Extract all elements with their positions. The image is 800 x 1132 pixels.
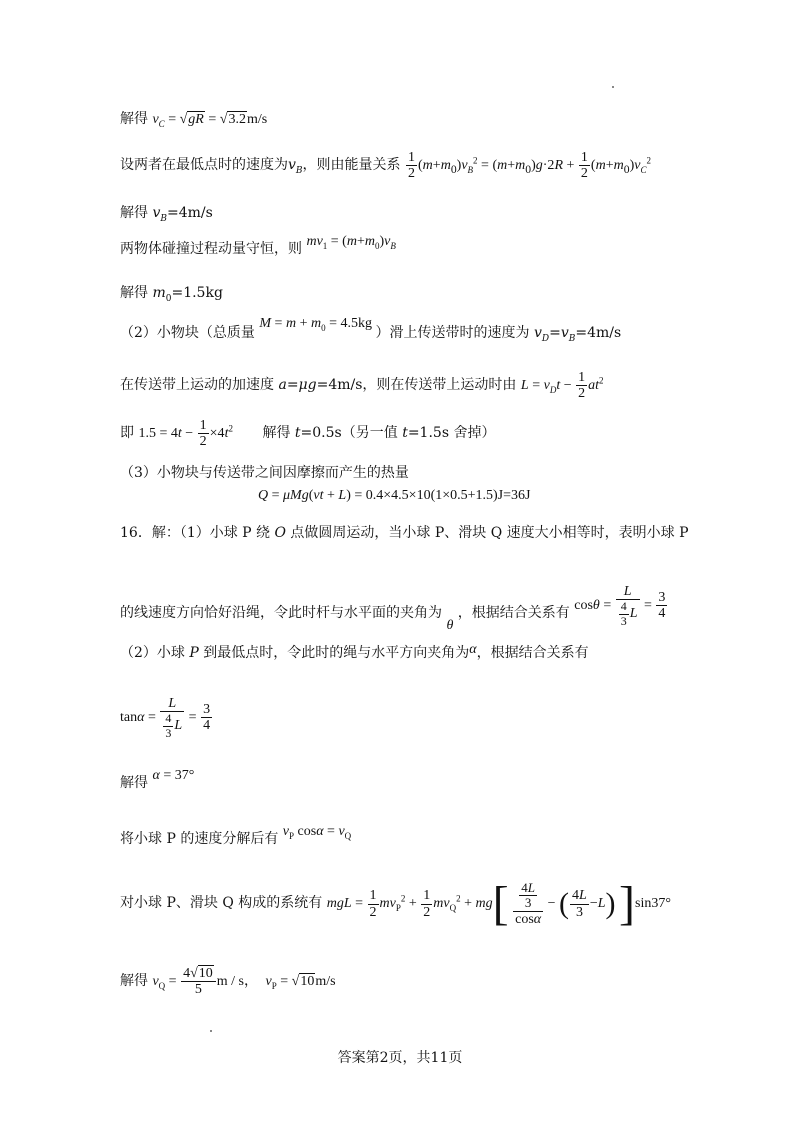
system-text: 对小球 P、滑块 Q 构成的系统有 bbox=[120, 895, 323, 912]
vb-result: 解得 $v_B=4m/s$ bbox=[120, 205, 213, 224]
part2-q16-text-a: （2）小球 P 到最低点时，令此时的绳与水平方向夹角为 bbox=[120, 645, 470, 661]
part2-text-a: （2）小物块（总质量 bbox=[120, 325, 255, 341]
stray-dot bbox=[210, 1030, 212, 1032]
acceleration-text: 在传送带上运动的加速度 a=μg=4m/s，则在传送带上运动时由 bbox=[120, 377, 517, 394]
solution-line-q16 bbox=[120, 522, 689, 542]
formula-vc: $v_C = √gR = √3.2m/s$ bbox=[152, 112, 268, 129]
part2-q16-text-b: ，根据结合关系有 bbox=[476, 645, 589, 661]
part3-text: （3）小物块与传送带之间因摩擦而产生的热量 bbox=[120, 465, 409, 481]
solution-line-part2-q16 bbox=[120, 642, 589, 662]
solution-line-vc bbox=[120, 108, 267, 129]
formula-time: 1.5 = 4t − $\frac{1}{2}$ $\times 4t^2$ bbox=[138, 418, 233, 450]
cos-text-b: ，根据结合关系有 bbox=[457, 605, 570, 622]
solution-line-vb bbox=[120, 202, 213, 224]
formula-momentum: $mv_1 = (m+m_0)v_B$ bbox=[306, 234, 396, 251]
line-prefix: 解得 bbox=[120, 775, 148, 791]
formula-cos: cosθ = L $\frac{4}{3}$ L = $\frac{3}{4}$ bbox=[574, 584, 666, 628]
solution-line-part3 bbox=[120, 462, 409, 482]
decompose-text: 将小球 P 的速度分解后有 bbox=[120, 831, 279, 847]
formula-total-mass: $M = m + m_0 = 4.5kg$ bbox=[259, 316, 376, 333]
solution-line-energy bbox=[120, 150, 651, 182]
formula-system: mgL = $\frac{1}{2}$ $mv_P^2$ + $\frac{1}{2}$ $mv_Q^2 + mg$[ $\frac{\frac{4L}{3}}{\cos\alpha}$ − ( $\frac{4L}{3}$ −L) ]sin37° bbox=[326, 877, 671, 930]
formula-heat: Q = μMg(vt + L) = 0.4×4.5×10(1×0.5+1.5)J=36J bbox=[258, 488, 531, 503]
solution-line-m0 bbox=[120, 282, 223, 304]
solution-line-time bbox=[120, 418, 495, 450]
time-result: 解得 t=0.5s（另一值 t=1.5s 舍掉） bbox=[262, 425, 496, 442]
solution-line-part2 bbox=[120, 316, 622, 344]
solution-line-decompose bbox=[120, 824, 352, 849]
formula-energy: $\frac{1}{2}$ $(m+m_0)v_B^2 = (m+m_0)g\cdot 2R$ + $\frac{1}{2}$ $(m+m_0)v_C^2$ bbox=[408, 150, 651, 182]
solution-line-acceleration bbox=[120, 370, 604, 402]
line-prefix: 即 bbox=[120, 425, 134, 442]
solution-line-cos bbox=[120, 584, 668, 636]
formula-tan: tanα = L $\frac{4}{3}$ L = $\frac{3}{4}$ bbox=[120, 696, 211, 740]
solution-line-system bbox=[120, 877, 671, 930]
solution-line-final bbox=[120, 966, 336, 998]
stray-dot bbox=[612, 86, 614, 88]
formula-vq: $v_Q$ = $\frac{4√10}{5}$ m / s， bbox=[152, 966, 262, 998]
m0-result: 解得 $m_0=1.5kg$ bbox=[120, 285, 223, 304]
solution-line-alpha bbox=[120, 768, 195, 792]
cos-text-a: 的线速度方向恰好沿绳，令此时杆与水平面的夹角为 bbox=[120, 605, 442, 622]
page-footer: 答案第2页，共11页 bbox=[337, 1050, 463, 1066]
formula-vp: $v_P = √10m/s$ bbox=[265, 974, 336, 991]
q16-text: 16．解：（1）小球 P 绕 O 点做圆周运动，当小球 P、滑块 Q 速度大小相等时，表明小球 P bbox=[120, 525, 689, 541]
formula-kinematics: $L = v_Dt$ − $\frac{1}{2}$ $at^2$ bbox=[520, 370, 604, 402]
solution-line-tan bbox=[120, 696, 213, 740]
formula-decompose: $v_P$ $\cos\alpha = v_Q$ bbox=[282, 824, 352, 841]
momentum-text: 两物体碰撞过程动量守恒，则 bbox=[120, 241, 302, 257]
theta-symbol: θ bbox=[446, 618, 454, 634]
solution-line-heat bbox=[258, 487, 530, 504]
line-prefix: 解得 bbox=[120, 973, 148, 990]
line-prefix: 解得 bbox=[120, 111, 148, 127]
part2-text-b: ）滑上传送带时的速度为 $v_D=v_B=4m/s$ bbox=[375, 325, 622, 344]
formula-alpha: α = 37° bbox=[152, 768, 195, 783]
solution-line-momentum bbox=[120, 234, 396, 259]
energy-text: 设两者在最低点时的速度为$v_B$，则由能量关系 bbox=[120, 157, 401, 176]
alpha-symbol: α bbox=[469, 642, 477, 657]
